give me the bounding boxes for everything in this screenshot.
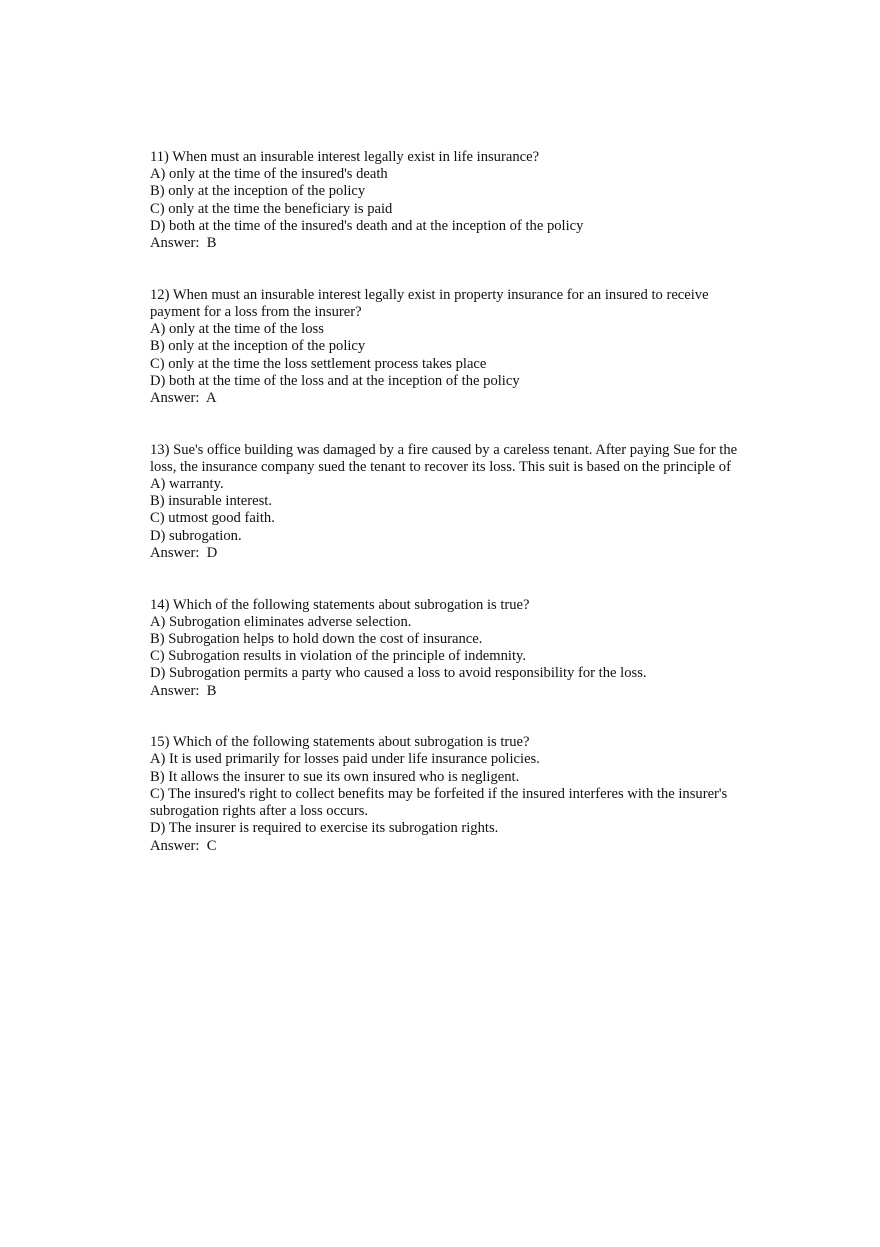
- option-a: A) only at the time of the loss: [150, 321, 324, 338]
- question-stem: 15) Which of the following statements about subrogation is true?: [150, 734, 530, 751]
- option-a: A) only at the time of the insured's death: [150, 166, 388, 183]
- option-d: D) subrogation.: [150, 527, 242, 544]
- answer-line: Answer: B: [150, 682, 217, 699]
- question-12: [150, 287, 740, 407]
- question-15: [150, 734, 740, 854]
- question-stem: 13) Sue's office building was damaged by a fire caused by a careless tenant. After paying Sue for the loss, the insurance company sued the tenant to recover its loss. This suit is based on the principle of: [150, 441, 738, 475]
- answer-line: Answer: B: [150, 235, 217, 252]
- option-c: C) The insured's right to collect benefits may be forfeited if the insured interferes with the insurer's subrogation rights after a loss occurs.: [150, 785, 728, 820]
- question-stem: 14) Which of the following statements about subrogation is true?: [150, 596, 530, 613]
- option-c: C) only at the time the loss settlement process takes place: [150, 355, 487, 372]
- option-d: D) both at the time of the insured's death and at the inception of the policy: [150, 217, 584, 234]
- option-d: D) Subrogation permits a party who caused a loss to avoid responsibility for the loss.: [150, 665, 647, 682]
- question-11: [150, 149, 740, 252]
- option-b: B) It allows the insurer to sue its own insured who is negligent.: [150, 768, 520, 785]
- option-a: A) warranty.: [150, 476, 224, 493]
- option-c: C) Subrogation results in violation of the principle of indemnity.: [150, 648, 527, 665]
- question-13: [150, 442, 740, 562]
- option-d: D) The insurer is required to exercise its subrogation rights.: [150, 820, 499, 837]
- question-14: [150, 597, 740, 700]
- option-a: A) It is used primarily for losses paid under life insurance policies.: [150, 751, 540, 768]
- option-a: A) Subrogation eliminates adverse selection.: [150, 613, 412, 630]
- option-b: B) only at the inception of the policy: [150, 338, 366, 355]
- answer-line: Answer: C: [150, 837, 217, 854]
- question-stem: 12) When must an insurable interest legally exist in property insurance for an insured to receive payment for a loss from the insurer?: [150, 286, 709, 320]
- option-d: D) both at the time of the loss and at the inception of the policy: [150, 372, 520, 389]
- answer-line: Answer: A: [150, 389, 217, 406]
- answer-line: Answer: D: [150, 544, 218, 561]
- option-c: C) only at the time the beneficiary is paid: [150, 200, 393, 217]
- question-stem: 11) When must an insurable interest legally exist in life insurance?: [150, 149, 540, 165]
- option-b: B) insurable interest.: [150, 493, 272, 510]
- question-list: [150, 149, 740, 889]
- option-b: B) Subrogation helps to hold down the cost of insurance.: [150, 630, 483, 647]
- option-b: B) only at the inception of the policy: [150, 183, 366, 200]
- option-c: C) utmost good faith.: [150, 510, 275, 527]
